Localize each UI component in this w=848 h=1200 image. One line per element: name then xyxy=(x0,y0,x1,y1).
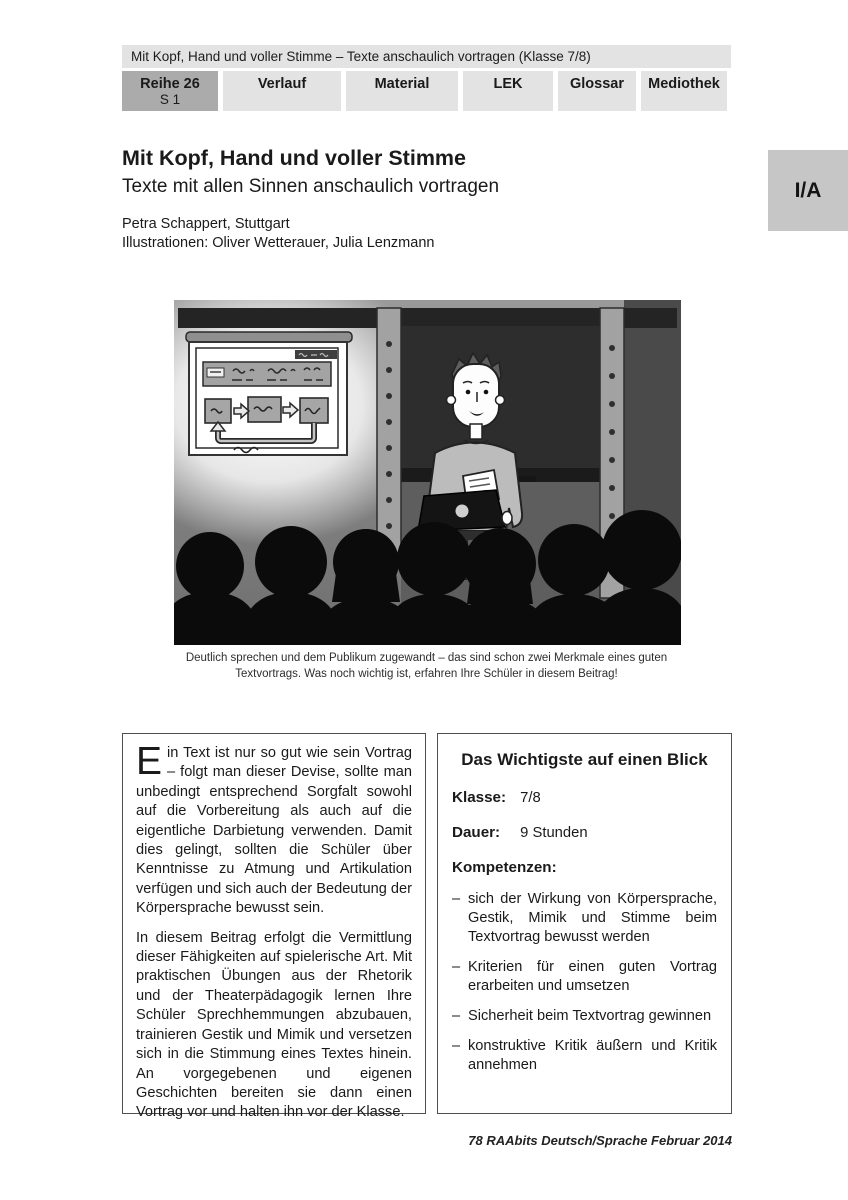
figure-caption-line1: Deutlich sprechen und dem Publikum zugewandt – das sind schon zwei Merkmale eines guten xyxy=(185,652,668,664)
klasse-row xyxy=(452,789,717,806)
page-title: Mit Kopf, Hand und voller Stimme xyxy=(122,146,467,170)
tab-reihe-label: Reihe 26 xyxy=(140,76,200,92)
bullet-dash: – xyxy=(452,1038,461,1054)
klasse-label: Klasse: xyxy=(452,789,507,806)
overview-box xyxy=(437,733,732,1114)
klasse-value: 7/8 xyxy=(520,790,541,806)
byline xyxy=(122,215,434,252)
competence-item xyxy=(452,890,717,947)
competence-item xyxy=(452,958,717,996)
tab-reihe xyxy=(122,71,218,111)
drop-cap: E xyxy=(136,740,163,783)
competence-item xyxy=(452,1037,717,1075)
bullet-dash: – xyxy=(452,891,461,907)
tab-verlauf: Verlauf xyxy=(223,71,341,111)
tab-material: Material xyxy=(346,71,458,111)
illustrators-line: Illustrationen: Oliver Wetterauer, Julia Lenzmann xyxy=(122,234,435,251)
overview-heading: Das Wichtigste auf einen Blick xyxy=(461,750,708,769)
header-tab-row xyxy=(122,71,727,111)
series-header-strip: Mit Kopf, Hand und voller Stimme – Texte anschaulich vortragen (Klasse 7/8) xyxy=(122,45,731,68)
bullet-dash: – xyxy=(452,1008,461,1024)
competence-text: Sicherheit beim Textvortrag gewinnen xyxy=(468,1008,712,1024)
dauer-row xyxy=(452,824,717,841)
intro-text-box xyxy=(122,733,426,1121)
figure-caption-line2: Textvortrags. Was noch wichtig ist, erfahren Ihre Schüler in diesem Beitrag! xyxy=(235,667,618,680)
section-badge: I/A xyxy=(768,150,848,231)
page-subtitle: Texte mit allen Sinnen anschaulich vortragen xyxy=(122,176,500,197)
tab-lek: LEK xyxy=(463,71,553,111)
metal-post-left xyxy=(377,308,401,563)
author-line: Petra Schappert, Stuttgart xyxy=(122,216,290,232)
dauer-label: Dauer: xyxy=(452,824,501,841)
page-footer: 78 RAAbits Deutsch/Sprache Februar 2014 xyxy=(468,1133,732,1148)
intro-paragraph-1-text: in Text ist nur so gut wie sein Vortrag – folgt man dieser Devise, sollte man unbedingt entsprechend Sorgfalt sowohl auf die Vorbereitung als auch auf die eigentliche Darbietung verwenden. Damit dies gelingt, sollten die Schüler über Kenntnisse zu Atmung und Artikulation verfügen und sich auch der Bedeutung der Körpersprache bewusst sein. xyxy=(136,745,412,917)
intro-paragraph-2: In diesem Beitrag erfolgt die Vermittlung dieser Fähigkeiten auf spielerische Art. Mit praktischen Übungen aus der Rhetorik und der Theaterpädagogik lernen Ihre Schüler Sprechhemmungen abzubauen, trainieren Gestik und Mimik und versetzen sich in die Stimmung eines Textes hinein. An vorgegebenen und eigenen Geschichten bereiten sie dann einen Vortrag vor und halten ihn vor der Klasse. xyxy=(136,929,412,1121)
competence-item xyxy=(452,1007,717,1026)
classroom-illustration xyxy=(174,300,681,645)
tab-reihe-sub: S 1 xyxy=(159,92,181,107)
competences-label: Kompetenzen: xyxy=(452,859,557,876)
competence-text: sich der Wirkung von Körpersprache, Gestik, Mimik und Stimme beim Textvortrag bewusst werden xyxy=(468,891,717,945)
tab-mediothek: Mediothek xyxy=(641,71,727,111)
intro-paragraph-1 xyxy=(136,740,412,919)
tab-glossar: Glossar xyxy=(558,71,636,111)
figure-caption xyxy=(122,651,731,682)
projection-screen xyxy=(186,332,352,455)
competence-text: Kriterien für einen guten Vortrag erarbeiten und umsetzen xyxy=(468,959,717,994)
competence-text: konstruktive Kritik äußern und Kritik annehmen xyxy=(468,1038,717,1073)
bullet-dash: – xyxy=(452,959,461,975)
dauer-value: 9 Stunden xyxy=(520,825,588,841)
